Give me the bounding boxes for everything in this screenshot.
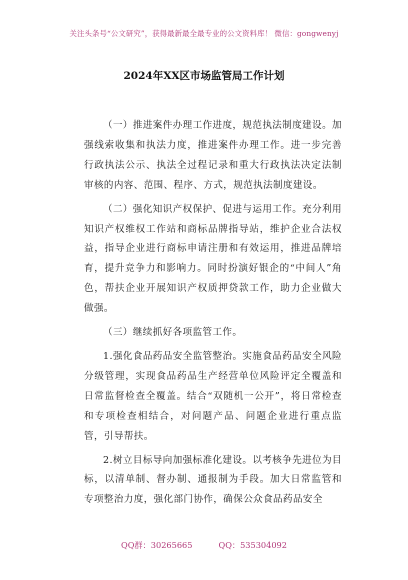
footer-qq: QQ：535304092	[218, 540, 287, 550]
paragraph-standardization: 2.树立目标导向加强标准化建设。以考核争先进位为目标，以清单制、督办制、通报制为手段。加大日常监管和专项整治力度，强化部门协作，确保公众食品药品安全	[84, 454, 342, 506]
document-title: 2024年XX区市场监管局工作计划	[123, 70, 285, 82]
footer-qq-group: QQ群：30265665	[121, 540, 193, 550]
paragraph-section-heading: （三）继续抓好各项监管工作。	[103, 327, 243, 339]
header-note: 关注头条号“公文研究”，获得最新最全最专业的公文资料库！ 微信：gongwenyj	[69, 29, 339, 38]
paragraph-food-drug-safety: 1.强化食品药品安全监管整治。实施食品药品安全风险分级管理，实现食品药品生产经营单位风险评定全覆盖和日常监督检查全覆盖。结合“双随机一公开”，将日常检查和专项检查相结合，对问题产品、问题企业进行重点监管，引导帮扶。	[84, 350, 342, 442]
paragraph-intellectual-property: （二）强化知识产权保护、促进与运用工作。充分利用知识产权维权工作站和商标品牌指导站，维护企业合法权益，指导企业进行商标申请注册和有效运用，推进品牌培育，提升竞争力和影响力。同时扮演好银企的“中间人”角色，帮扶企业开展知识产权质押贷款工作，助力企业做大做强。	[84, 203, 342, 315]
document-body	[84, 116, 342, 514]
footer-contact	[0, 540, 408, 551]
paragraph-case-handling: （一）推进案件办理工作进度，规范执法制度建设。加强线索收集和执法力度，推进案件办理工作。进一步完善行政执法公示、执法全过程记录和重大行政执法决定法制审核的内容、范围、程序、方式，规范执法制度建设。	[84, 120, 342, 191]
